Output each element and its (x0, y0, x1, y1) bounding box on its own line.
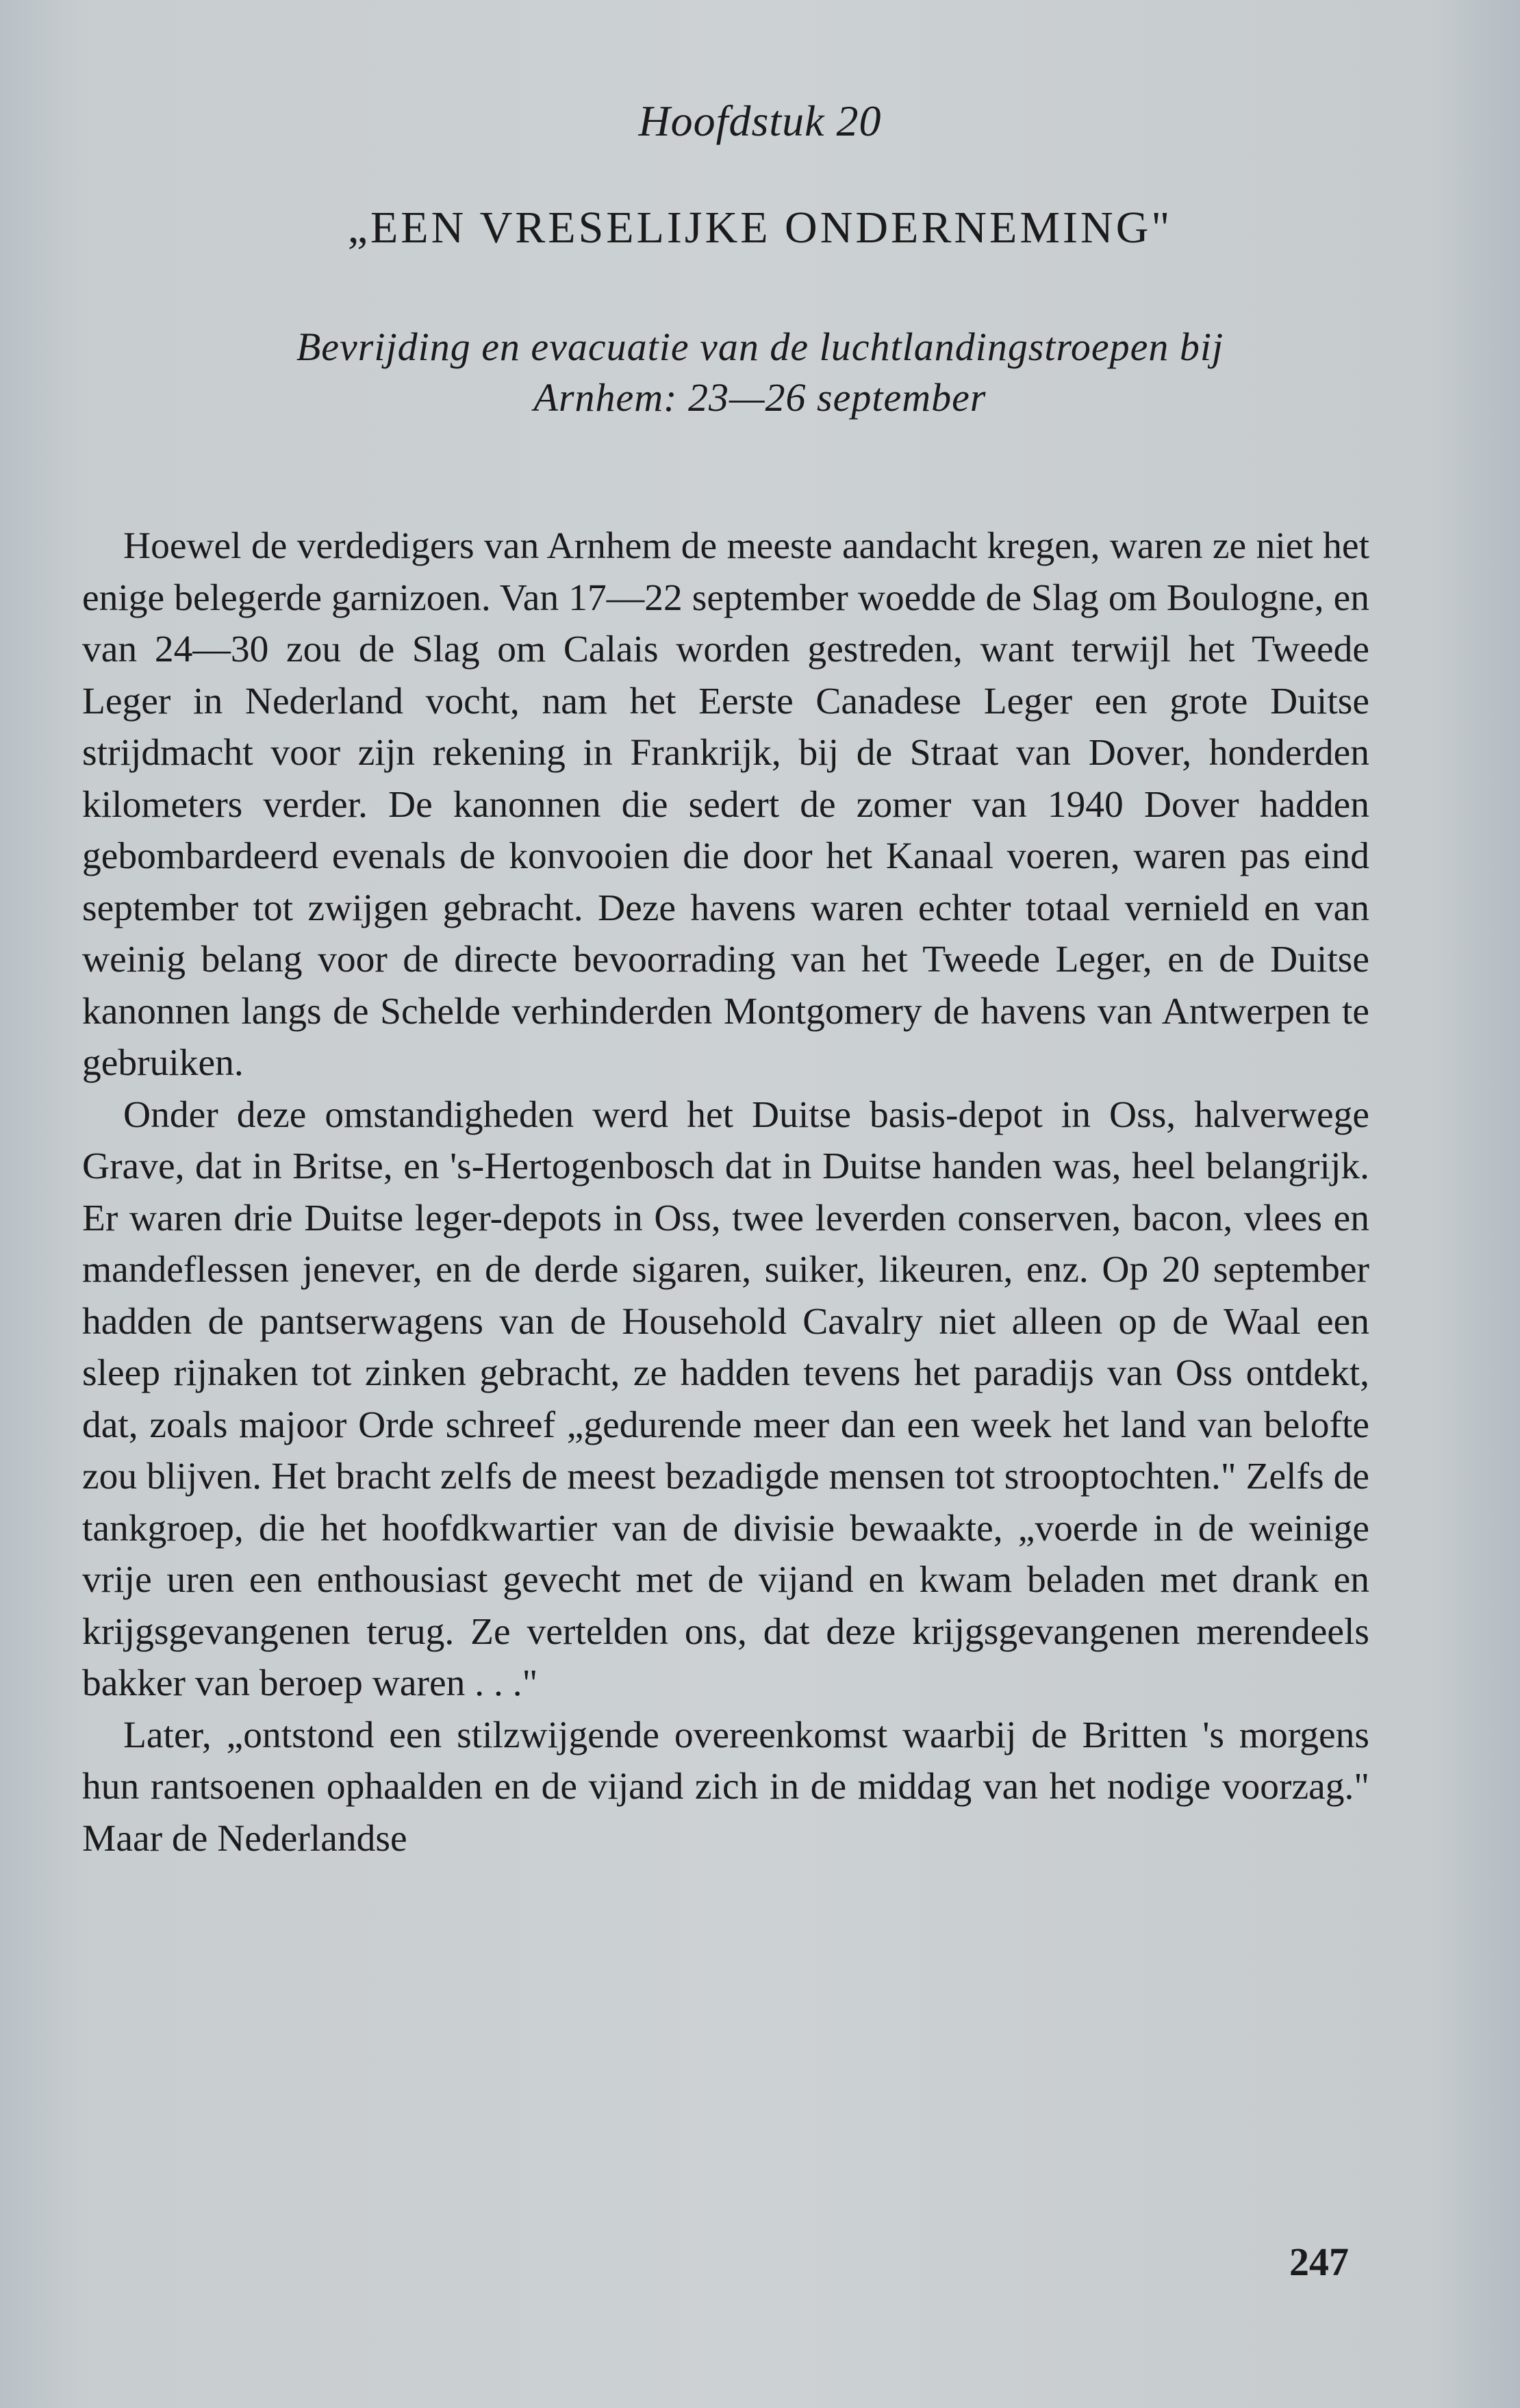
subtitle-line-2: Arnhem: 23—26 september (533, 375, 987, 420)
subtitle-line-1: Bevrijding en evacuatie van de luchtlandingstroepen bij (296, 325, 1224, 369)
body-text (82, 520, 1369, 1864)
paragraph-2: Onder deze omstandigheden werd het Duitse basis-depot in Oss, halverwege Grave, dat in Britse, en 's-Hertogenbosch dat in Duitse handen was, heel belangrijk. Er waren drie Duitse leger-depots in Oss, twee leverden conserven, bacon, vlees en mandeflessen jenever, en de derde sigaren, suiker, likeuren, enz. Op 20 september hadden de pantserwagens van de Household Cavalry niet alleen op de Waal een sleep rijnaken tot zinken gebracht, ze hadden tevens het paradijs van Oss ontdekt, dat, zoals majoor Orde schreef „gedurende meer dan een week het land van belofte zou blijven. Het bracht zelfs de meest bezadigde mensen tot strooptochten." Zelfs de tankgroep, die het hoofdkwartier van de divisie bewaakte, „voerde in de weinige vrije uren een enthousiast gevecht met de vijand en kwam beladen met drank en krijgsgevangenen terug. Ze vertelden ons, dat deze krijgsgevangenen merendeels bakker van beroep waren . . ." (82, 1093, 1369, 1704)
paragraph-3: Later, „ontstond een stilzwijgende overeenkomst waarbij de Britten 's morgens hun rantsoenen ophaalden en de vijand zich in de middag van het nodige voorzag." Maar de Nederlandse (82, 1714, 1369, 1860)
chapter-subtitle (137, 322, 1383, 423)
chapter-heading: Hoofdstuk 20 (638, 97, 882, 145)
page-number: 247 (1289, 2240, 1349, 2284)
chapter-title: „EEN VRESELIJKE ONDERNEMING" (347, 203, 1173, 253)
paragraph-1: Hoewel de verdedigers van Arnhem de meeste aandacht kregen, waren ze niet het enige belegerde garnizoen. Van 17—22 september woedde de Slag om Boulogne, en van 24—30 zou de Slag om Calais worden gestreden, want terwijl het Tweede Leger in Nederland vocht, nam het Eerste Canadese Leger een grote Duitse strijdmacht voor zijn rekening in Frankrijk, bij de Straat van Dover, honderden kilometers verder. De kanonnen die sedert de zomer van 1940 Dover hadden gebombardeerd evenals de konvooien die door het Kanaal voeren, waren pas eind september tot zwijgen gebracht. Deze havens waren echter totaal vernield en van weinig belang voor de directe bevoorrading van het Tweede Leger, en de Duitse kanonnen langs de Schelde verhinderden Montgomery de havens van Antwerpen te gebruiken. (82, 525, 1369, 1084)
